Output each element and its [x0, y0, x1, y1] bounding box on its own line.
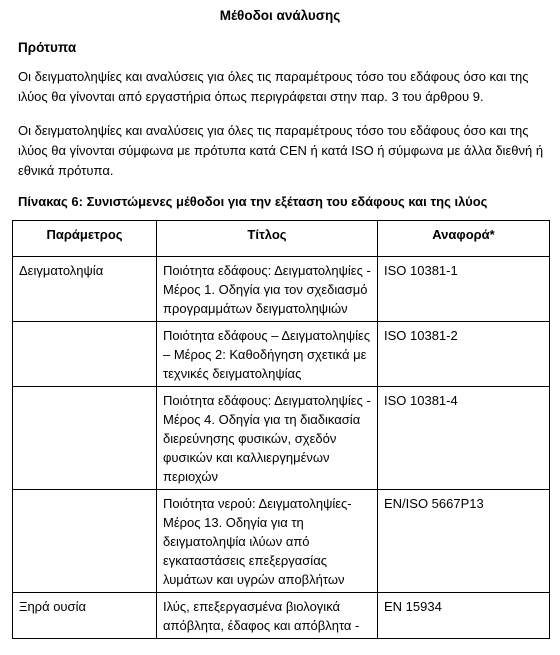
- header-title: Τίτλος: [157, 221, 378, 257]
- cell-title: Ποιότητα νερού: Δειγματοληψίες- Μέρος 13. Οδηγία για τη δειγματοληψία ιλύων από εγκαταστάσεις επεξεργασίας λυμάτων και υγρών αποβλήτων: [157, 490, 378, 593]
- cell-parameter: Δειγματοληψία: [13, 257, 157, 322]
- header-parameter: Παράμετρος: [13, 221, 157, 257]
- methods-table: [12, 220, 550, 639]
- table-row: [13, 593, 550, 639]
- cell-parameter: [13, 490, 157, 593]
- table-row: [13, 322, 550, 387]
- cell-reference: ISO 10381-1: [378, 257, 550, 322]
- table-caption: Πίνακας 6: Συνιστώμενες μέθοδοι για την εξέταση του εδάφους και της ιλύος: [18, 194, 488, 209]
- table-header-row: [13, 221, 550, 257]
- cell-reference: EN 15934: [378, 593, 550, 639]
- cell-parameter: [13, 322, 157, 387]
- table-row: [13, 257, 550, 322]
- table-row: [13, 490, 550, 593]
- subsection-heading: Πρότυπα: [18, 40, 77, 55]
- cell-parameter: Ξηρά ουσία: [13, 593, 157, 639]
- paragraph-laboratories: Οι δειγματοληψίες και αναλύσεις για όλες τις παραμέτρους τόσο του εδάφους όσο και της ιλύος θα γίνονται από εργαστήρια όπως περιγράφεται στην παρ. 3 του άρθρου 9.: [18, 69, 529, 104]
- header-reference: Αναφορά*: [378, 221, 550, 257]
- cell-title: Ποιότητα εδάφους: Δειγματοληψίες - Μέρος 1. Οδηγία για τον σχεδιασμό προγραμμάτων δειγματοληψιών: [157, 257, 378, 322]
- table-row: [13, 387, 550, 490]
- cell-reference: EN/ISO 5667P13: [378, 490, 550, 593]
- cell-parameter: [13, 387, 157, 490]
- cell-title: Ποιότητα εδάφους – Δειγματοληψίες – Μέρος 2: Καθοδήγηση σχετικά με τεχνικές δειγματοληψίας: [157, 322, 378, 387]
- paragraph-standards: Οι δειγματοληψίες και αναλύσεις για όλες τις παραμέτρους τόσο του εδάφους όσο και της ιλύος θα γίνονται σύμφωνα με πρότυπα κατά CEN ή κατά ISO ή σύμφωνα με άλλα διεθνή ή εθνικά πρότυπα.: [18, 123, 544, 178]
- cell-title: Ποιότητα εδάφους: Δειγματοληψίες - Μέρος 4. Οδηγία για τη διαδικασία διερεύνησης φυσικών, σχεδόν φυσικών και καλλιεργημένων περιοχών: [157, 387, 378, 490]
- cell-reference: ISO 10381-2: [378, 322, 550, 387]
- section-heading: Μέθοδοι ανάλυσης: [219, 8, 341, 23]
- cell-reference: ISO 10381-4: [378, 387, 550, 490]
- cell-title: Ιλύς, επεξεργασμένα βιολογικά απόβλητα, έδαφος και απόβλητα -: [157, 593, 378, 639]
